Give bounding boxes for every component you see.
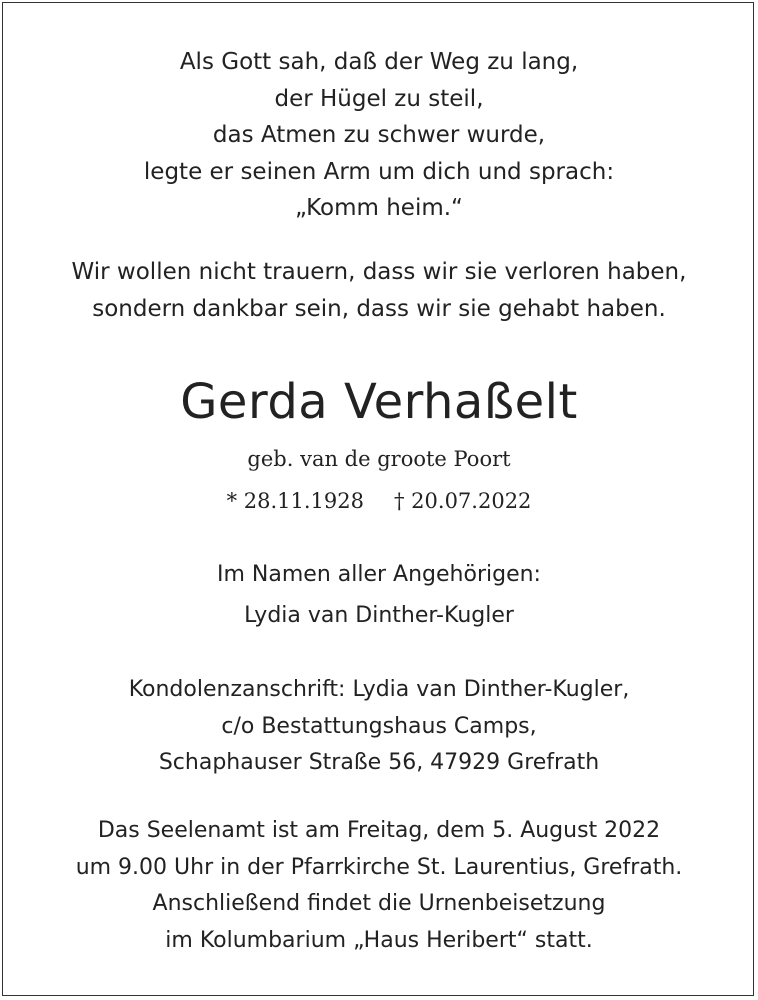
poem-line: der Hügel zu steil,: [274, 85, 484, 112]
condolence-line: c/o Bestattungshaus Camps,: [221, 713, 537, 739]
life-dates: [0, 484, 758, 518]
birth-name: geb. van de groote Poort: [247, 447, 511, 471]
saying-line: Wir wollen nicht trauern, dass wir sie verloren haben,: [71, 259, 687, 285]
service-line: Das Seelenamt ist am Freitag, dem 5. August 2022: [97, 818, 661, 843]
poem-line: „Komm heim.“: [295, 195, 463, 221]
deceased-name: Gerda Verhaßelt: [180, 374, 578, 430]
birth-date: * 28.11.1928: [226, 489, 364, 513]
death-date: † 20.07.2022: [394, 489, 532, 513]
poem-line: Als Gott sah, daß der Weg zu lang,: [179, 49, 579, 75]
service-info: [0, 813, 758, 959]
condolence-line: Schaphauser Straße 56, 47929 Grefrath: [158, 750, 600, 775]
family-name: Lydia van Dinther-Kugler: [244, 603, 514, 628]
saying: [0, 254, 758, 327]
condolence-line: Kondolenzanschrift: Lydia van Dinther-Kugler,: [128, 677, 630, 702]
service-line: Anschließend findet die Urnenbeisetzung: [152, 891, 606, 916]
poem-line: das Atmen zu schwer wurde,: [212, 122, 546, 148]
service-line: um 9.00 Uhr in der Pfarrkirche St. Laurentius, Grefrath.: [75, 854, 683, 880]
saying-line: sondern dankbar sein, dass wir sie gehabt haben.: [92, 295, 666, 322]
service-line: im Kolumbarium „Haus Heribert“ statt.: [165, 927, 593, 953]
poem: [0, 44, 758, 227]
condolence-address: [0, 672, 758, 782]
poem-line: legte er seinen Arm um dich und sprach:: [143, 158, 615, 185]
family-label: Im Namen aller Angehörigen:: [217, 562, 541, 587]
